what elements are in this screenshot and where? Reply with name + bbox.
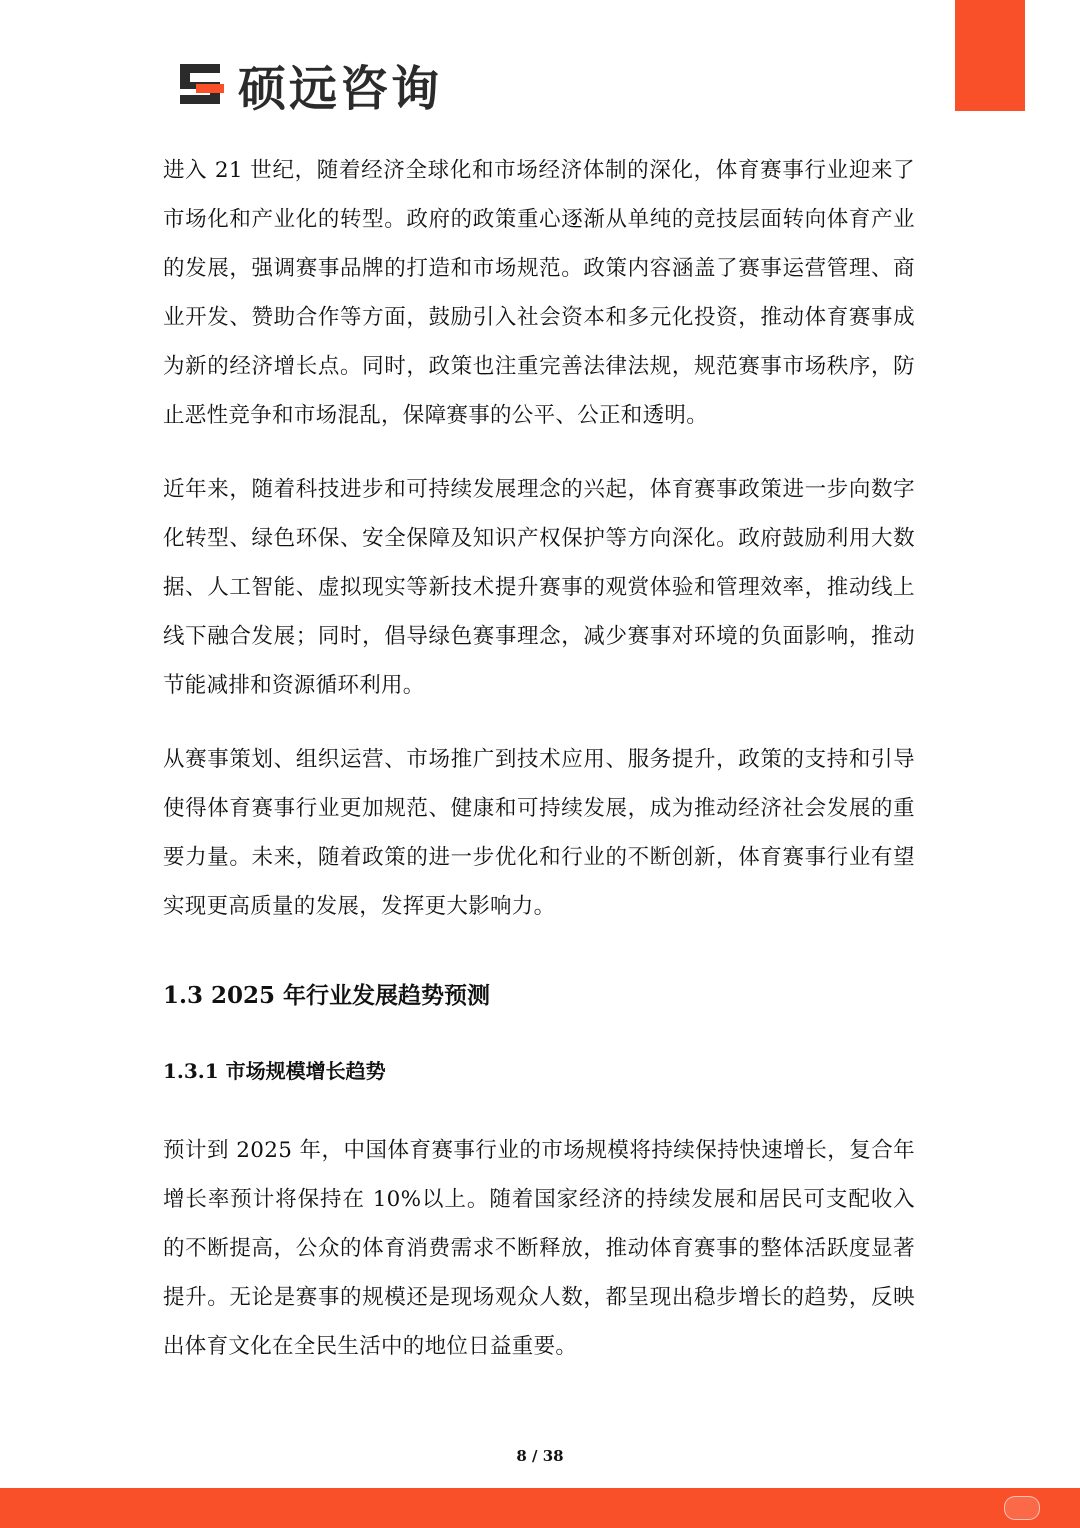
paragraph: 进入 21 世纪，随着经济全球化和市场经济体制的深化，体育赛事行业迎来了市场化和产业化的转型。政府的政策重心逐渐从单纯的竞技层面转向体育产业的发展，强调赛事品牌的打造和市场规范。政策内容涵盖了赛事运营管理、商业开发、赞助合作等方面，鼓励引入社会资本和多元化投资，推动体育赛事成为新的经济增长点。同时，政策也注重完善法律法规，规范赛事市场秩序，防止恶性竞争和市场混乱，保障赛事的公平、公正和透明。 [163,158,915,428]
top-accent-bar [955,0,1025,111]
subsection-heading: 1.3.1 市场规模增长趋势 [163,1059,386,1083]
watermark-icon [1004,1496,1040,1520]
bottom-accent-bar [0,1488,1080,1528]
brand-header [176,54,443,117]
brand-logo-icon [176,58,228,110]
document-body [163,146,915,1371]
paragraph: 预计到 2025 年，中国体育赛事行业的市场规模将持续保持快速增长，复合年增长率预计将保持在 10%以上。随着国家经济的持续发展和居民可支配收入的不断提高，公众的体育消费需求不断释放，推动体育赛事的整体活跃度显著提升。无论是赛事的规模还是现场观众人数，都呈现出稳步增长的趋势，反映出体育文化在全民生活中的地位日益重要。 [163,1138,915,1359]
section-heading: 1.3 2025 年行业发展趋势预测 [163,982,491,1009]
page-number: 8 / 38 [516,1447,564,1465]
paragraph: 近年来，随着科技进步和可持续发展理念的兴起，体育赛事政策进一步向数字化转型、绿色环保、安全保障及知识产权保护等方向深化。政府鼓励利用大数据、人工智能、虚拟现实等新技术提升赛事的观赏体验和管理效率，推动线上线下融合发展；同时，倡导绿色赛事理念，减少赛事对环境的负面影响，推动节能减排和资源循环利用。 [163,477,915,698]
brand-name: 硕远咨询 [238,60,443,117]
paragraph: 从赛事策划、组织运营、市场推广到技术应用、服务提升，政策的支持和引导使得体育赛事行业更加规范、健康和可持续发展，成为推动经济社会发展的重要力量。未来，随着政策的进一步优化和行业的不断创新，体育赛事行业有望实现更高质量的发展，发挥更大影响力。 [163,747,915,919]
